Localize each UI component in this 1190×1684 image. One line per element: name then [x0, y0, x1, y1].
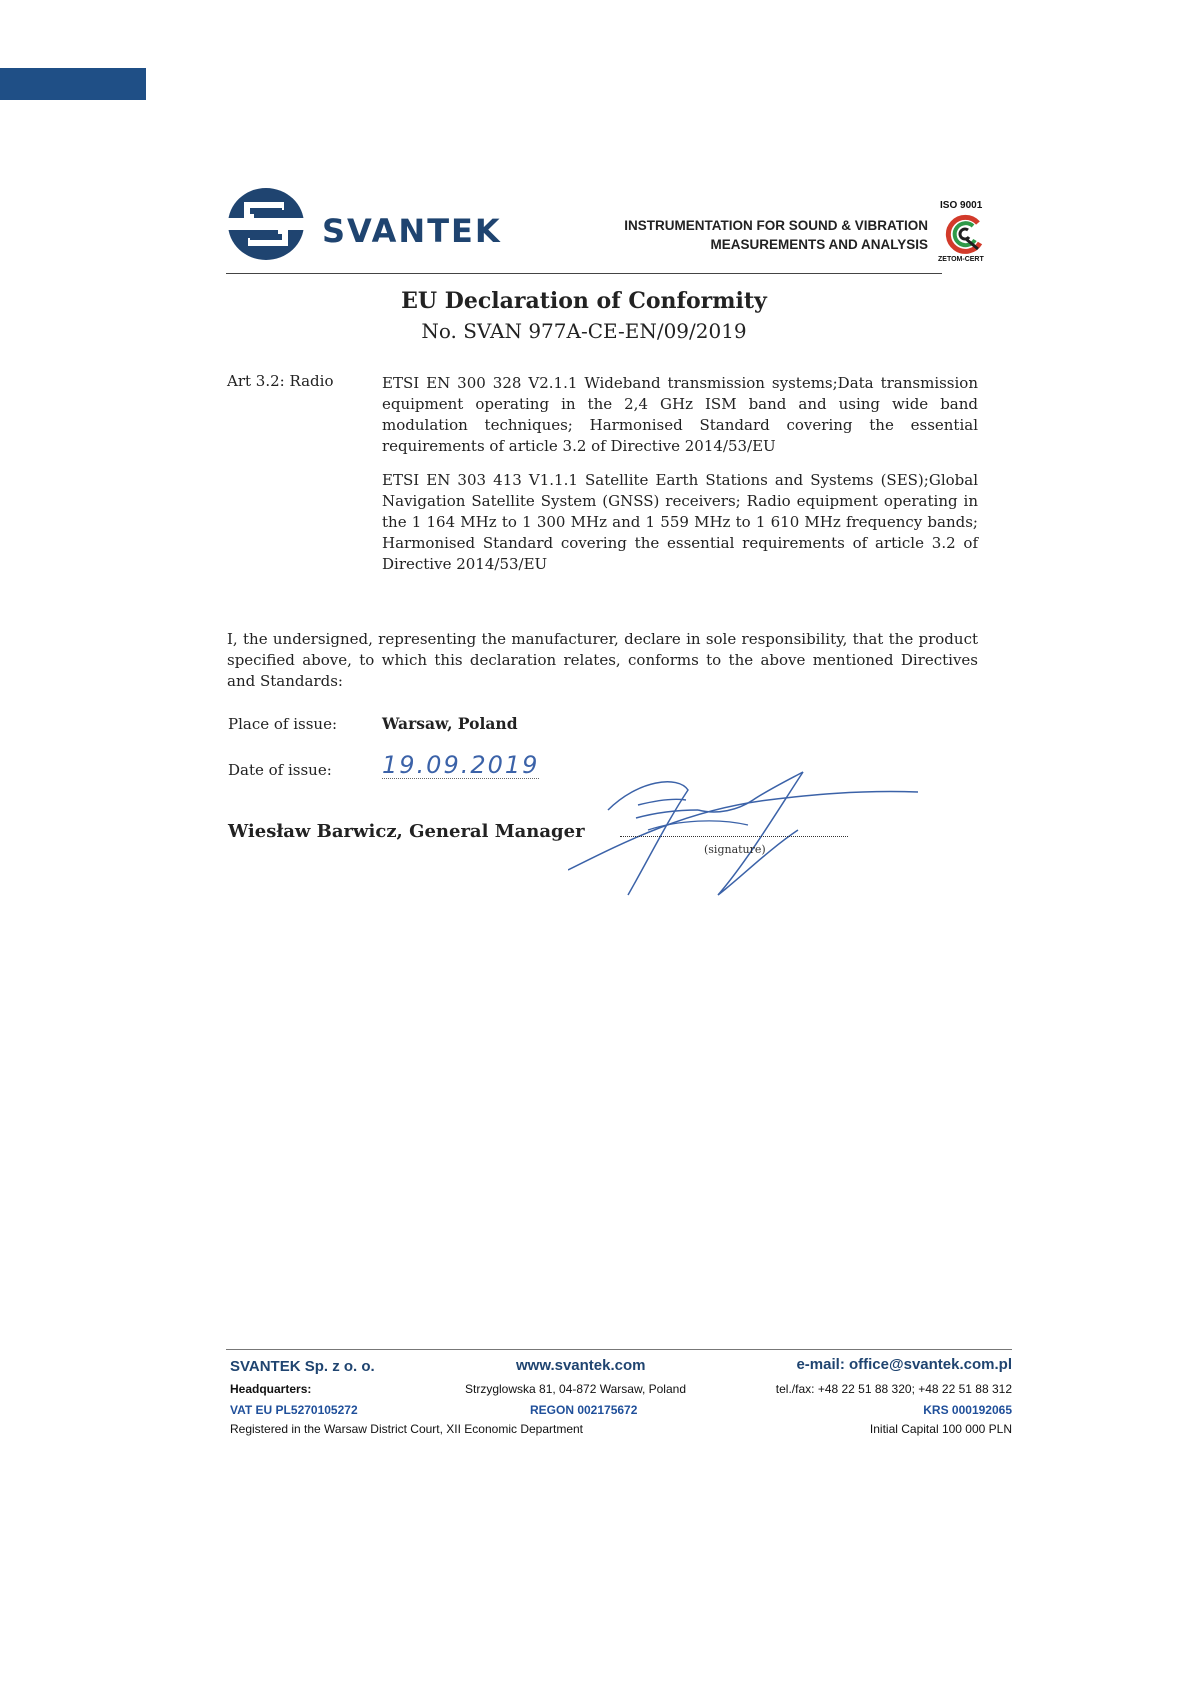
footer-divider: [226, 1349, 1012, 1350]
signatory-name: Wiesław Barwicz, General Manager: [228, 821, 585, 842]
footer-address: Strzyglowska 81, 04-872 Warsaw, Poland: [465, 1382, 686, 1396]
tagline-line-1: INSTRUMENTATION FOR SOUND & VIBRATION: [624, 218, 928, 233]
place-of-issue-label: Place of issue:: [228, 715, 338, 733]
footer-website: www.svantek.com: [516, 1357, 646, 1374]
place-of-issue-value: Warsaw, Poland: [382, 714, 518, 733]
iso-label: ISO 9001: [940, 200, 983, 211]
document-title: EU Declaration of Conformity: [401, 288, 767, 314]
company-tagline: [624, 216, 928, 254]
footer-capital: Initial Capital 100 000 PLN: [869, 1422, 1012, 1436]
header-divider: [226, 273, 942, 274]
footer-phone: tel./fax: +48 22 51 88 320; +48 22 51 88 312: [775, 1382, 1012, 1396]
signature-line: [620, 836, 848, 837]
standard-item: ETSI EN 303 413 V1.1.1 Satellite Earth Stations and Systems (SES);Global Navigation Satellite System (GNSS) receivers; Radio equipment operating in the 1 164 MHz to 1 300 MHz and 1 559 MHz to 1 610 MHz frequency bands; Harmonised Standard covering the essential requirements of article 3.2 of Directive 2014/53/EU: [382, 471, 978, 573]
company-name: SVANTEK: [322, 212, 502, 250]
corner-tab: [0, 68, 146, 100]
cert-label: ZETOM-CERT: [938, 256, 984, 263]
footer-company: SVANTEK Sp. z o. o.: [230, 1358, 375, 1375]
footer-email: e-mail: office@svantek.com.pl: [796, 1356, 1012, 1373]
date-of-issue-label: Date of issue:: [228, 761, 332, 779]
footer-vat: VAT EU PL5270105272: [230, 1403, 358, 1417]
article-label: Art 3.2: Radio: [227, 372, 334, 390]
svantek-logo-icon: [226, 186, 306, 262]
declaration-text: I, the undersigned, representing the manufacturer, declare in sole responsibility, that the product specified above, to which this declaration relates, conforms to the above mentioned Directives and Standards:: [227, 630, 978, 690]
handwritten-signature: [568, 770, 918, 910]
date-of-issue-value: 19.09.2019: [382, 751, 540, 779]
tagline-line-2: MEASUREMENTS AND ANALYSIS: [710, 237, 928, 252]
footer-krs: KRS 000192065: [923, 1403, 1012, 1417]
footer-registration: Registered in the Warsaw District Court, XII Economic Department: [230, 1422, 584, 1436]
document-number: No. SVAN 977A-CE-EN/09/2019: [421, 319, 747, 343]
footer-regon: REGON 002175672: [530, 1403, 638, 1417]
standard-item: ETSI EN 300 328 V2.1.1 Wideband transmission systems;Data transmission equipment operating in the 2,4 GHz ISM band and using wide band modulation techniques; Harmonised Standard covering the essential requirements of article 3.2 of Directive 2014/53/EU: [382, 374, 978, 455]
certification-icon: [944, 213, 986, 255]
signature-caption: (signature): [704, 843, 766, 856]
footer-headquarters-label: Headquarters:: [230, 1382, 312, 1396]
